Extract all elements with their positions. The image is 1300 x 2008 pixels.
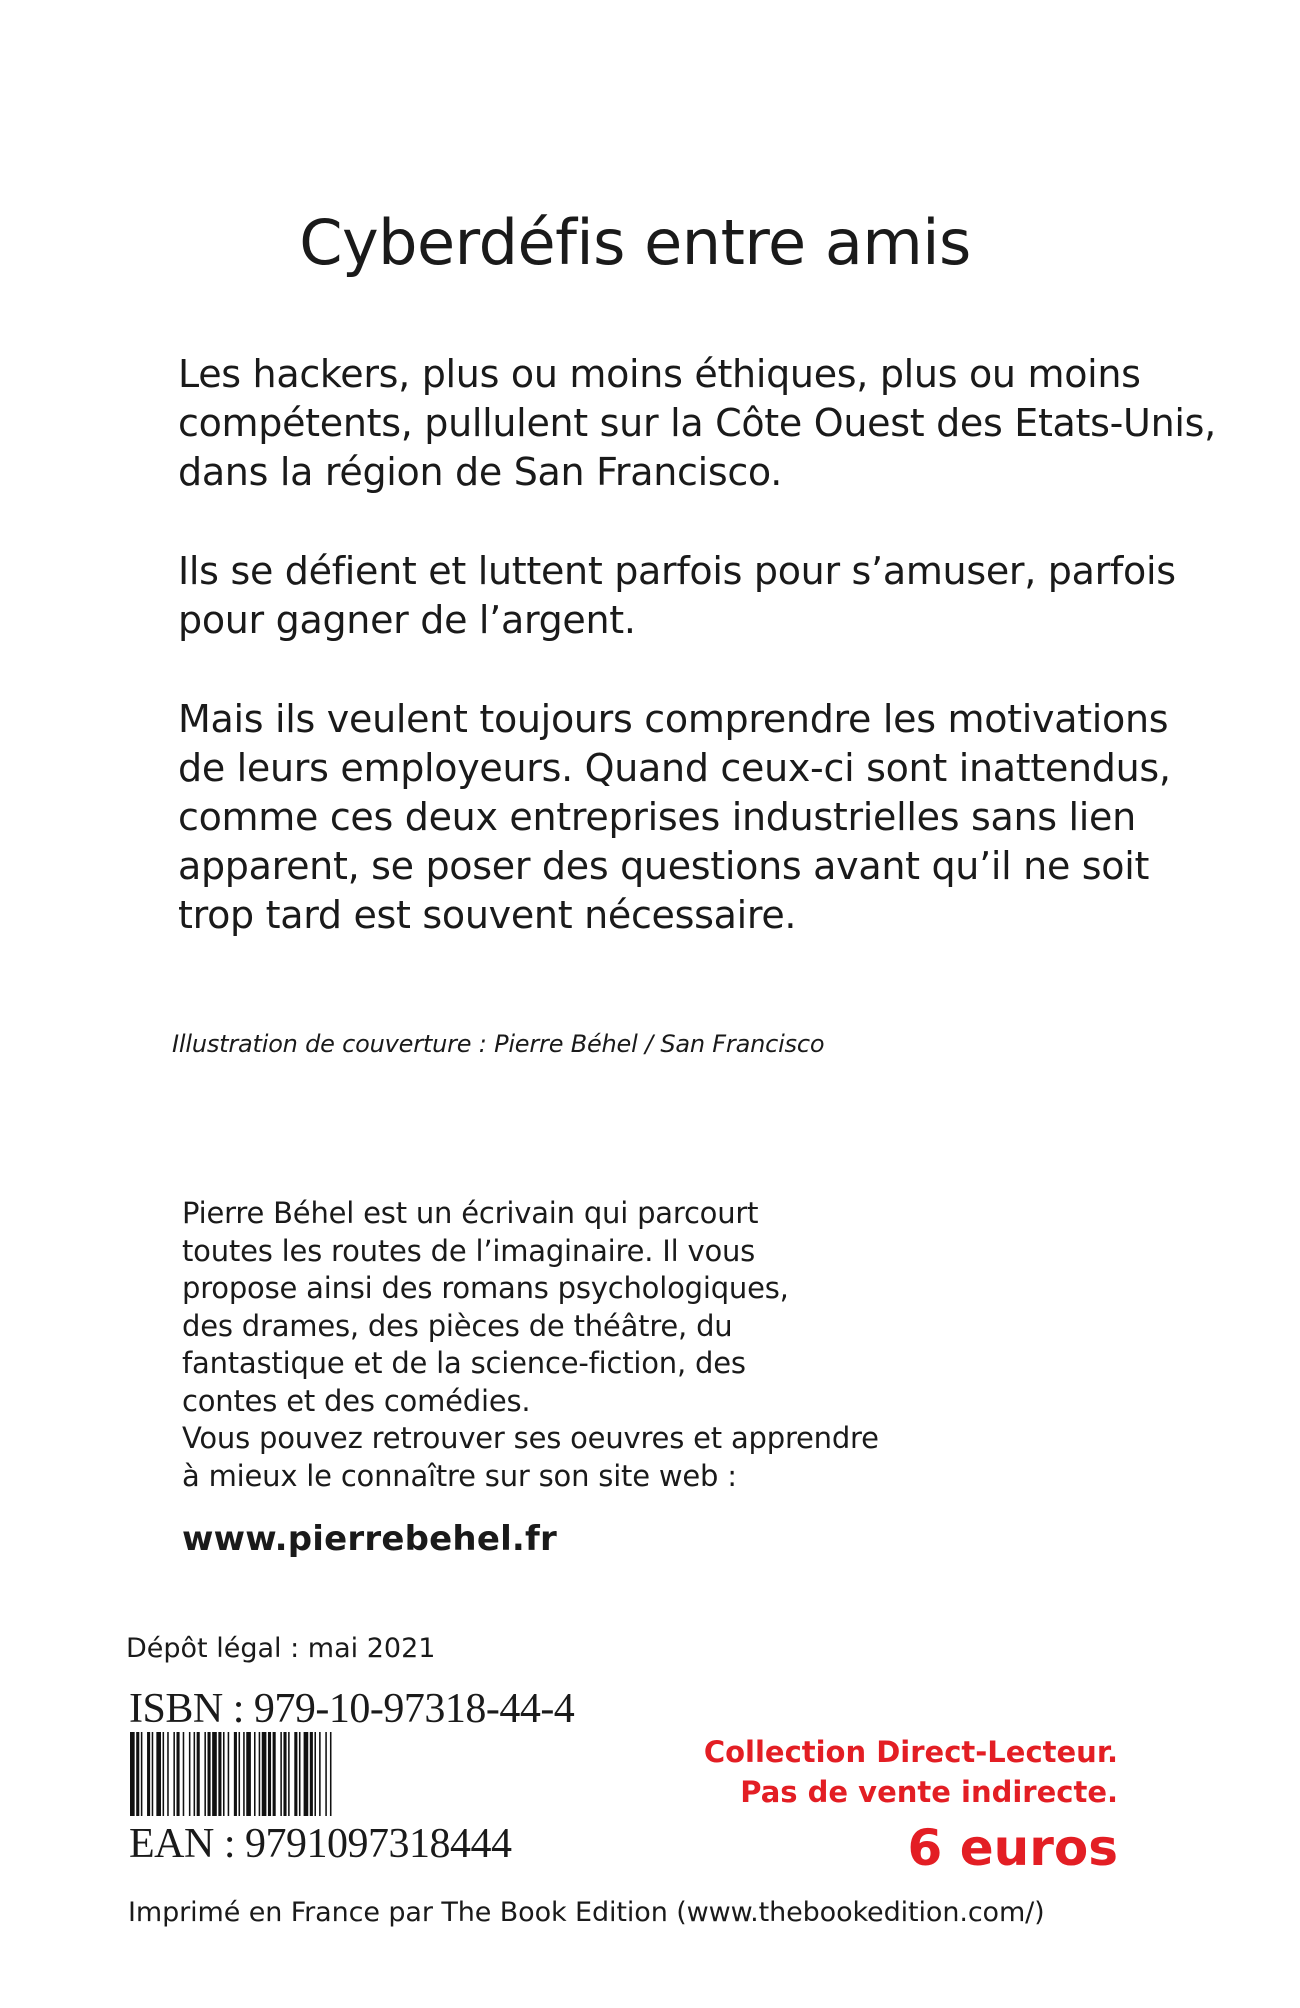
barcode-bar bbox=[152, 1732, 154, 1816]
barcode-bar bbox=[299, 1732, 301, 1816]
barcode-bar bbox=[234, 1732, 237, 1816]
blurb-line: dans la région de San Francisco. bbox=[178, 450, 782, 494]
bio-line: des drames, des pièces de théâtre, du bbox=[182, 1308, 733, 1343]
isbn-label: ISBN : 979-10-97318-44-4 bbox=[129, 1686, 575, 1732]
printer-credit: Imprimé en France par The Book Edition (www.thebookedition.com/) bbox=[128, 1897, 1045, 1928]
barcode-image bbox=[130, 1732, 460, 1816]
author-bio bbox=[182, 1195, 879, 1495]
price-label: 6 euros bbox=[907, 1819, 1118, 1877]
barcode-bar bbox=[183, 1732, 185, 1816]
barcode-bar bbox=[189, 1732, 191, 1816]
barcode-bar bbox=[254, 1732, 256, 1816]
bio-line: fantastique et de la science-fiction, des bbox=[182, 1346, 746, 1380]
barcode-bar bbox=[218, 1732, 221, 1816]
barcode-bar bbox=[325, 1732, 327, 1816]
blurb-line: de leurs employeurs. Quand ceux-ci sont inattendus, bbox=[178, 746, 1171, 790]
author-website: www.pierrebehel.fr bbox=[182, 1519, 558, 1559]
barcode-bar bbox=[310, 1732, 313, 1816]
barcode-bar bbox=[167, 1732, 169, 1816]
barcode-bar bbox=[212, 1732, 217, 1816]
bio-line: propose ainsi des romans psychologiques, bbox=[182, 1271, 789, 1305]
bio-line: à mieux le connaître sur son site web : bbox=[182, 1458, 737, 1493]
blurb-line: comme ces deux entreprises industrielles sans lien bbox=[178, 795, 1136, 839]
barcode-bar bbox=[283, 1732, 286, 1816]
barcode-bar bbox=[194, 1732, 196, 1816]
barcode-bar bbox=[268, 1732, 271, 1816]
barcode-bar bbox=[330, 1732, 332, 1816]
collection-notice bbox=[704, 1732, 1118, 1812]
bio-line: contes et des comédies. bbox=[182, 1383, 531, 1418]
barcode-bar bbox=[246, 1732, 251, 1816]
legal-deposit: Dépôt légal : mai 2021 bbox=[126, 1633, 436, 1664]
blurb-line: Mais ils veulent toujours comprendre les motivations bbox=[178, 697, 1169, 741]
barcode-bar bbox=[288, 1732, 290, 1816]
blurb-line: trop tard est souvent nécessaire. bbox=[178, 893, 797, 937]
barcode-bar bbox=[141, 1732, 143, 1816]
barcode-bar bbox=[239, 1732, 241, 1816]
blurb-paragraph-2 bbox=[178, 547, 1178, 645]
barcode-bar bbox=[208, 1732, 211, 1816]
barcode-bar bbox=[197, 1732, 200, 1816]
bio-line: Pierre Béhel est un écrivain qui parcourt bbox=[182, 1196, 759, 1230]
blurb-line: Les hackers, plus ou moins éthiques, plus ou moins bbox=[178, 352, 1141, 396]
barcode-bar bbox=[228, 1732, 230, 1816]
cover-illustration-credit: Illustration de couverture : Pierre Béhel / San Francisco bbox=[172, 1030, 825, 1058]
ean-label: EAN : 9791097318444 bbox=[129, 1821, 512, 1867]
barcode-bar bbox=[136, 1732, 139, 1816]
barcode-bar bbox=[130, 1732, 135, 1816]
barcode-bar bbox=[243, 1732, 245, 1816]
barcode-bar bbox=[294, 1732, 297, 1816]
collection-line-1: Collection Direct-Lecteur. bbox=[703, 1735, 1118, 1769]
barcode-bar bbox=[177, 1732, 180, 1816]
barcode-bar bbox=[319, 1732, 321, 1816]
barcode-bar bbox=[273, 1732, 276, 1816]
barcode-bar bbox=[204, 1732, 206, 1816]
barcode-bar bbox=[314, 1732, 316, 1816]
bio-line: toutes les routes de l’imaginaire. Il vous bbox=[182, 1233, 756, 1268]
blurb-paragraph-3 bbox=[178, 695, 1178, 940]
barcode-bar bbox=[304, 1732, 309, 1816]
barcode-bar bbox=[173, 1732, 175, 1816]
barcode-bar bbox=[280, 1732, 282, 1816]
blurb-line: apparent, se poser des questions avant qu’il ne soit bbox=[178, 844, 1150, 888]
barcode-bar bbox=[156, 1732, 161, 1816]
barcode-bar bbox=[259, 1732, 261, 1816]
blurb-line: Ils se défient et luttent parfois pour s’amuser, parfois bbox=[178, 549, 1176, 593]
collection-line-2: Pas de vente indirecte. bbox=[740, 1775, 1118, 1809]
blurb-line: compétents, pullulent sur la Côte Ouest des Etats-Unis, bbox=[178, 401, 1216, 445]
barcode-bar bbox=[147, 1732, 150, 1816]
blurb-line: pour gagner de l’argent. bbox=[178, 598, 636, 642]
barcode-bar bbox=[163, 1732, 165, 1816]
barcode-bar bbox=[223, 1732, 225, 1816]
blurb-paragraph-1 bbox=[178, 350, 1216, 497]
barcode-bar bbox=[262, 1732, 267, 1816]
book-title: Cyberdéfis entre amis bbox=[299, 206, 971, 279]
bio-line: Vous pouvez retrouver ses oeuvres et apprendre bbox=[182, 1421, 879, 1455]
